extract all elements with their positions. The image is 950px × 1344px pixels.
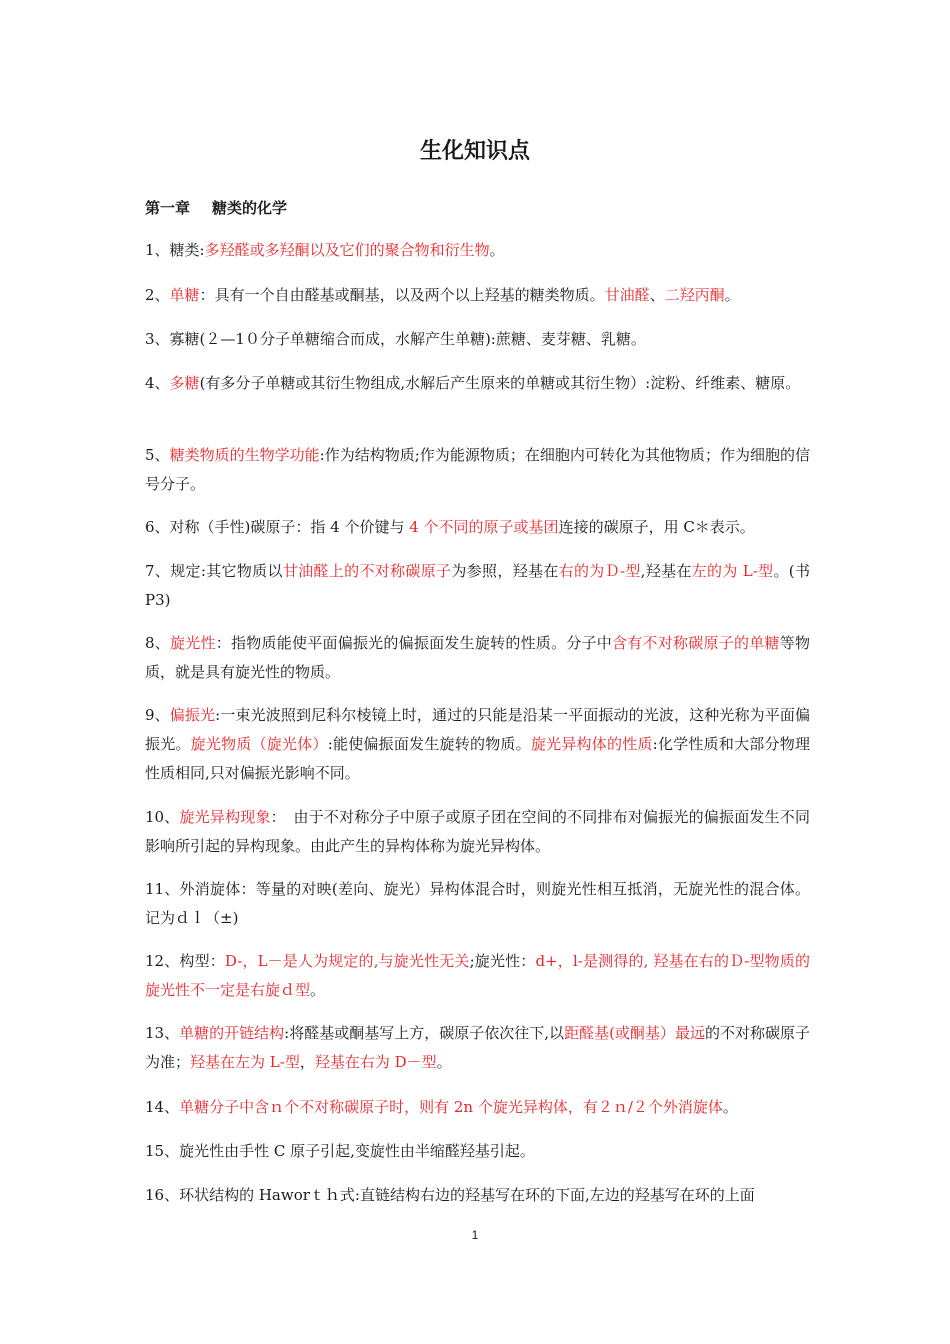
- item-text: :化学性质和大部分物理性质相同,只对偏振光影响不同。: [145, 735, 810, 782]
- item-text: 等物质，就是具有旋光性的物质。: [145, 634, 810, 681]
- item-text: (有多分子单糖或其衍生物组成,水解后产生原来的单糖或其衍生物）:淀粉、纤维素、糖原。: [199, 374, 801, 392]
- item-text: 12、构型：: [145, 952, 225, 970]
- list-item: [145, 513, 810, 542]
- highlighted-term: 多糖: [169, 374, 200, 392]
- highlighted-term: 距醛基(或酮基）最远: [564, 1024, 705, 1042]
- item-text: 。: [310, 981, 326, 999]
- highlighted-term: 4 个不同的原子或基团: [409, 518, 559, 536]
- list-item: [145, 369, 810, 398]
- list-item: [145, 557, 810, 615]
- item-text: 10、: [145, 808, 180, 826]
- item-text: :能使偏振面发生旋转的物质。: [327, 735, 531, 753]
- highlighted-term: d+，l-是测得的, 羟基在右的Ｄ-型物质的旋光性不一定是右旋ｄ型: [145, 952, 810, 999]
- item-text: 11、外消旋体：等量的对映(差向、旋光）异构体混合时，则旋光性相互抵消，无旋光性的混合体。记为ｄｌ（±): [145, 880, 810, 927]
- chapter-label: 第一章: [145, 199, 191, 217]
- highlighted-term: 偏振光: [169, 706, 216, 724]
- chapter-name: 糖类的化学: [212, 199, 288, 217]
- highlighted-term: 旋光性: [170, 634, 216, 652]
- item-text: 15、旋光性由手性 C 原子引起,变旋性由半缩醛羟基引起。: [145, 1142, 535, 1160]
- highlighted-term: 二羟丙酮: [664, 286, 725, 304]
- list-item: [145, 1181, 810, 1210]
- item-text: 1、糖类:: [145, 241, 205, 259]
- item-text: 9、: [145, 706, 170, 724]
- highlighted-term: D-，L－是人为规定的,与旋光性无关: [224, 952, 470, 970]
- list-item: [145, 236, 810, 265]
- item-text: 5、: [145, 446, 170, 464]
- highlighted-term: 含有不对称碳原子的单糖: [612, 634, 780, 652]
- item-text: 。: [722, 1098, 738, 1116]
- item-text: 。: [724, 286, 740, 304]
- item-text: 6、对称（手性)碳原子：指 4 个价键与: [145, 518, 410, 536]
- list-item: [145, 1019, 810, 1077]
- list-item: [145, 947, 810, 1005]
- item-text: :作为结构物质;作为能源物质；在细胞内可转化为其他物质；作为细胞的信号分子。: [145, 446, 810, 493]
- list-item: [145, 441, 810, 499]
- highlighted-term: 单糖分子中含ｎ个不对称碳原子时，则有 2n 个旋光异构体，有２ｎ/２个外消旋体: [179, 1098, 723, 1116]
- highlighted-term: 左的为 L-型: [691, 562, 774, 580]
- item-text: ：指物质能使平面偏振光的偏振面发生旋转的性质。分子中: [215, 634, 613, 652]
- highlighted-term: 单糖: [169, 286, 200, 304]
- item-text: ，: [299, 1053, 315, 1071]
- item-text: ： 由于不对称分子中原子或原子团在空间的不同排布对偏振光的偏振面发生不同影响所引起的异构现象。由此产生的异构体称为旋光异构体。: [145, 808, 810, 855]
- highlighted-term: 旋光异构体的性质: [530, 735, 653, 753]
- highlighted-term: 多羟醛或多羟酮以及它们的聚合物和衍生物: [204, 241, 490, 259]
- item-text: 13、: [145, 1024, 180, 1042]
- item-text: 。: [436, 1053, 452, 1071]
- list-item: [145, 1137, 810, 1166]
- page-title: 生化知识点: [419, 139, 530, 164]
- list-item: [145, 281, 810, 310]
- list-item: [145, 875, 810, 933]
- item-text: 。(书 P3): [145, 562, 810, 609]
- item-text: :将醛基或酮基写上方，碳原子依次往下,以: [284, 1024, 565, 1042]
- item-text: 的不对称碳原子为准；: [145, 1024, 810, 1071]
- item-text: ：具有一个自由醛基或酮基，以及两个以上羟基的糖类物质。: [199, 286, 605, 304]
- list-item: [145, 701, 810, 788]
- item-text: :一束光波照到尼科尔棱镜上时，通过的只能是沿某一平面振动的光波，这种光称为平面偏振光。: [145, 706, 810, 753]
- list-item: [145, 1093, 810, 1122]
- item-text: 为参照，羟基在: [451, 562, 559, 580]
- highlighted-term: 右的为Ｄ-型: [558, 562, 641, 580]
- list-item: [145, 629, 810, 687]
- highlighted-term: 旋光物质（旋光体）: [190, 735, 328, 753]
- list-item: [145, 325, 810, 354]
- item-text: ,羟基在: [640, 562, 692, 580]
- highlighted-term: 羟基在右为 D－型: [314, 1053, 437, 1071]
- item-text: 、: [649, 286, 665, 304]
- highlighted-term: 甘油醛: [604, 286, 650, 304]
- item-text: 。: [489, 241, 505, 259]
- chapter-heading: [145, 197, 287, 218]
- item-text: 4、: [145, 374, 170, 392]
- highlighted-term: 糖类物质的生物学功能: [169, 446, 320, 464]
- item-text: 7、规定:其它物质以: [145, 562, 283, 580]
- highlighted-term: 羟基在左为 L-型: [190, 1053, 300, 1071]
- highlighted-term: 甘油醛上的不对称碳原子: [282, 562, 452, 580]
- item-text: 16、环状结构的 Haworｔｈ式:直链结构右边的羟基写在环的下面,左边的羟基写在环的上面: [145, 1186, 755, 1204]
- list-item: [145, 803, 810, 861]
- item-text: 连接的碳原子，用 C＊表示。: [558, 518, 755, 536]
- highlighted-term: 单糖的开链结构: [179, 1024, 285, 1042]
- page-number: 1: [471, 1228, 479, 1242]
- item-text: 3、寡糖(２—1０分子单糖缩合而成，水解产生单糖):蔗糖、麦芽糖、乳糖。: [145, 330, 646, 348]
- item-text: 8、: [145, 634, 171, 652]
- item-text: 2、: [145, 286, 170, 304]
- highlighted-term: 旋光异构现象: [179, 808, 271, 826]
- item-text: ;旋光性：: [469, 952, 536, 970]
- item-text: 14、: [145, 1098, 180, 1116]
